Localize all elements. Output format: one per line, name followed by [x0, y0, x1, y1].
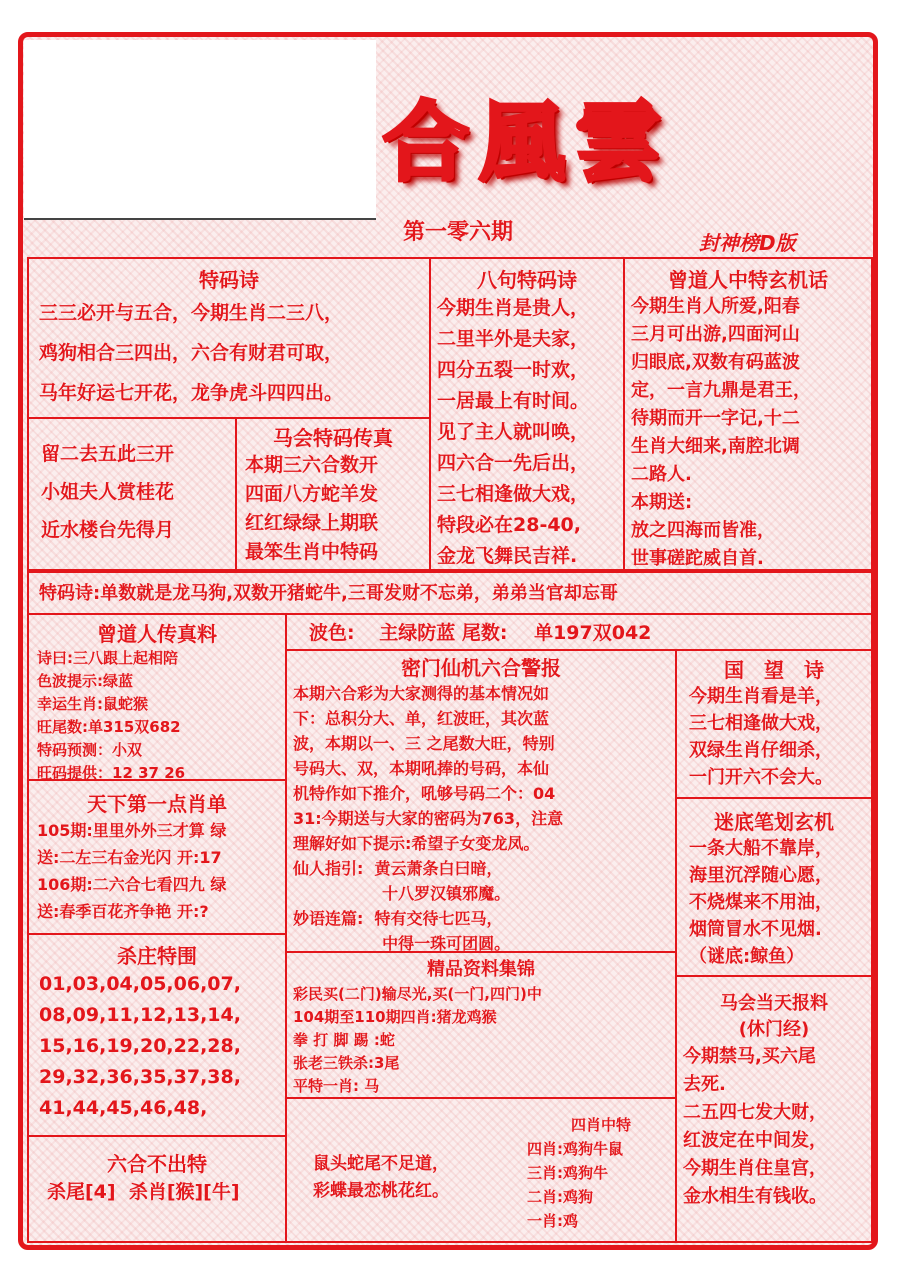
edition-label: 封神榜D版 — [699, 231, 796, 255]
jingpin-line: 拳 打 脚 踢 :蛇 — [293, 1031, 395, 1049]
poem2-line: 见了主人就叫唤， — [437, 421, 590, 443]
poem2-line: 金龙飞舞民吉祥. — [437, 545, 578, 567]
poem1-title: 特码诗 — [199, 268, 259, 292]
liuhe-box — [27, 1135, 287, 1243]
poem5-line: 本期三六合数开 — [245, 454, 379, 476]
tianxia-title: 天下第一点肖单 — [87, 792, 227, 816]
poem1-box — [27, 257, 431, 419]
banner-box — [27, 571, 873, 615]
zengdao-line: 旺尾数:单315双682 — [37, 718, 181, 736]
mimen-line: 机特作如下推介，吼够号码二个：04 — [293, 784, 556, 803]
shazhuang-line: 01,03,04,05,06,07, — [39, 973, 241, 995]
poem3-title: 曾道人中特玄机话 — [668, 268, 828, 292]
mahui-box — [675, 975, 873, 1243]
zengdao-line: 特码预测：小双 — [37, 741, 143, 759]
jingpin-line: 104期至110期四肖:猪龙鸡猴 — [293, 1008, 497, 1026]
mimen-line: 十八罗汉镇邪魔。 — [293, 884, 511, 903]
tianxia-box — [27, 779, 287, 935]
poem3-line: 今期生肖人所爱,阳春 — [631, 296, 800, 317]
poem2-line: 特段必在28-40, — [437, 514, 581, 536]
mahui-subtitle: (休门经) — [738, 1019, 810, 1040]
sixiao-line: 三肖:鸡狗牛 — [527, 1164, 608, 1182]
poem4-line: 留二去五此三开 — [41, 443, 175, 465]
poem3-box — [623, 257, 873, 571]
guowang-title: 国 望 诗 — [724, 658, 824, 682]
midi-line: 烟筒冒水不见烟. — [689, 919, 822, 940]
poem5-line: 红红绿绿上期联 — [245, 512, 379, 534]
guowang-line: 三七相逢做大戏， — [689, 713, 833, 734]
poem2-line: 三七相逢做大戏， — [437, 483, 590, 505]
mahui-title: 马会当天报料 — [720, 993, 828, 1014]
poem3-line: 世事磋跎威自首. — [631, 548, 764, 569]
jingpin-line: 平特一肖: 马 — [293, 1077, 380, 1095]
poem3-line: 生肖大细来,南腔北调 — [631, 436, 800, 457]
mimen-line: 中得一珠可团圆。 — [293, 934, 511, 953]
zengdao-line: 旺码提供：12 37 26 — [37, 764, 186, 782]
wave-label: 波色: — [309, 622, 355, 644]
tianxia-line: 105期:里里外外三才算 绿 — [37, 821, 227, 840]
masthead-title: 合風雲 — [383, 92, 671, 193]
midi-box — [675, 797, 873, 977]
shazhuang-line: 15,16,19,20,22,28, — [39, 1035, 241, 1057]
mimen-line: 波，本期以一、三 之尾数大旺，特别 — [293, 734, 555, 753]
wave-box — [285, 613, 873, 651]
poem5-box — [235, 417, 431, 571]
mimen-line: 妙语连篇: 特有交待七匹马， — [293, 909, 503, 928]
tianxia-line: 送:春季百花齐争艳 开:? — [37, 902, 209, 921]
poem3-line: 待期而开一字记,十二 — [631, 408, 800, 429]
poem2-line: 一居最上有时间。 — [437, 390, 590, 412]
shazhuang-line: 29,32,36,35,37,38, — [39, 1066, 241, 1088]
poem1-line: 马年好运七开花，龙争虎斗四四出。 — [39, 382, 344, 404]
jingpin-title: 精品资料集锦 — [427, 959, 535, 980]
mimen-title: 密门仙机六合警报 — [401, 656, 561, 680]
poem3-line: 定，一言九鼎是君王， — [631, 380, 811, 401]
mahui-line: 二五四七发大财， — [683, 1102, 827, 1123]
poem2-title: 八句特码诗 — [477, 268, 577, 292]
jingpin-line: 彩民买(二门)输尽光,买(一门,四门)中 — [293, 985, 542, 1003]
jingpin-line: 张老三铁杀:3尾 — [293, 1054, 400, 1072]
poem2-box — [429, 257, 625, 571]
liuhe-title: 六合不出特 — [107, 1152, 207, 1176]
mimen-line: 下：总积分大、单，红波旺，其次蓝 — [293, 709, 550, 728]
zengdao-line: 幸运生肖:鼠蛇猴 — [37, 695, 148, 713]
poem4-line: 小姐夫人赏桂花 — [41, 481, 175, 503]
shazhuang-line: 41,44,45,46,48, — [39, 1097, 208, 1119]
midi-line: 一条大船不靠岸， — [689, 838, 833, 859]
poem3-line: 归眼底,双数有码蓝波 — [631, 352, 800, 373]
tianxia-line: 106期:二六合七看四九 绿 — [37, 875, 227, 894]
midi-line: 不烧煤来不用油， — [689, 892, 833, 913]
mahui-line: 去死. — [683, 1074, 726, 1095]
poem3-line: 本期送: — [631, 492, 693, 513]
mimen-line: 本期六合彩为大家测得的基本情况如 — [293, 684, 550, 703]
mimen-box — [285, 649, 677, 953]
poem1-line: 鸡狗相合三四出，六合有财君可取， — [39, 342, 344, 364]
shazhuang-box — [27, 933, 287, 1137]
mahui-line: 红波定在中间发， — [683, 1130, 827, 1151]
guowang-box — [675, 649, 873, 799]
mahui-line: 今期生肖住皇宫， — [683, 1158, 827, 1179]
shazhuang-line: 08,09,11,12,13,14, — [39, 1004, 241, 1026]
poem4-line: 近水楼台先得月 — [41, 519, 175, 541]
poem5-line: 四面八方蛇羊发 — [245, 483, 379, 505]
sixiao-line: 二肖:鸡狗 — [527, 1188, 593, 1206]
poem5-line: 最笨生肖中特码 — [245, 541, 379, 563]
wave-value: 单197双042 — [534, 622, 652, 644]
mimen-line: 号码大、双，本期吼捧的号码，本仙 — [293, 759, 550, 778]
poem2-line: 今期生肖是贵人， — [437, 297, 590, 319]
shutou-line: 彩蝶最恋桃花红。 — [313, 1181, 449, 1201]
jingpin-box — [285, 951, 677, 1099]
shazhuang-title: 杀庄特围 — [117, 944, 197, 968]
mahui-line: 今期禁马,买六尾 — [683, 1046, 816, 1067]
issue-number: 第一零六期 — [403, 220, 514, 245]
zengdao-line: 诗曰:三八跟上起相陪 — [37, 649, 178, 667]
sixiao-line: 四肖:鸡狗牛鼠 — [527, 1140, 623, 1158]
guowang-line: 一门开六不会大。 — [689, 767, 833, 788]
zengdao-title: 曾道人传真料 — [97, 622, 217, 646]
tianxia-line: 送:二左三右金光闪 开:17 — [37, 848, 222, 867]
mimen-line: 31:今期送与大家的密码为763，注意 — [293, 809, 564, 828]
midi-line: 海里沉浮随心愿， — [689, 865, 833, 886]
poem3-line: 二路人. — [631, 464, 692, 485]
guowang-line: 双绿生肖仔细杀， — [689, 740, 833, 761]
midi-line: （谜底:鲸鱼） — [689, 946, 805, 967]
liuhe-text: 杀尾[4] 杀肖[猴][牛] — [47, 1181, 240, 1203]
zengdao-line: 色波提示:绿蓝 — [37, 672, 133, 690]
bottom-box — [285, 1097, 677, 1243]
shutou-line: 鼠头蛇尾不足道， — [313, 1154, 449, 1174]
poem3-line: 放之四海而皆准， — [631, 520, 775, 541]
poem5-title: 马会特码传真 — [273, 426, 393, 450]
poem4-box — [27, 417, 237, 571]
blank-overlay-box — [24, 40, 376, 220]
guowang-line: 今期生肖看是羊， — [689, 686, 833, 707]
poem2-line: 四分五裂一时欢， — [437, 359, 590, 381]
mahui-line: 金水相生有钱收。 — [683, 1186, 827, 1207]
poem2-line: 四六合一先后出， — [437, 452, 590, 474]
poem3-line: 三月可出游,四面河山 — [631, 324, 800, 345]
sixiao-title: 四肖中特 — [571, 1116, 632, 1134]
midi-title: 迷底笔划玄机 — [714, 810, 834, 834]
wave-text: 主绿防蓝 尾数: — [379, 622, 508, 644]
zengdao-box — [27, 613, 287, 781]
sixiao-line: 一肖:鸡 — [527, 1212, 578, 1230]
mimen-line: 理解好如下提示:希望子女变龙凤。 — [293, 834, 540, 853]
banner-text: 特码诗:单数就是龙马狗,双数开猪蛇牛,三哥发财不忘弟，弟弟当官却忘哥 — [39, 583, 618, 604]
mimen-line: 仙人指引: 黄云萧条白曰暗， — [293, 859, 503, 878]
poem1-line: 三三必开与五合，今期生肖二三八， — [39, 302, 344, 324]
poem2-line: 二里半外是夫家， — [437, 328, 590, 350]
